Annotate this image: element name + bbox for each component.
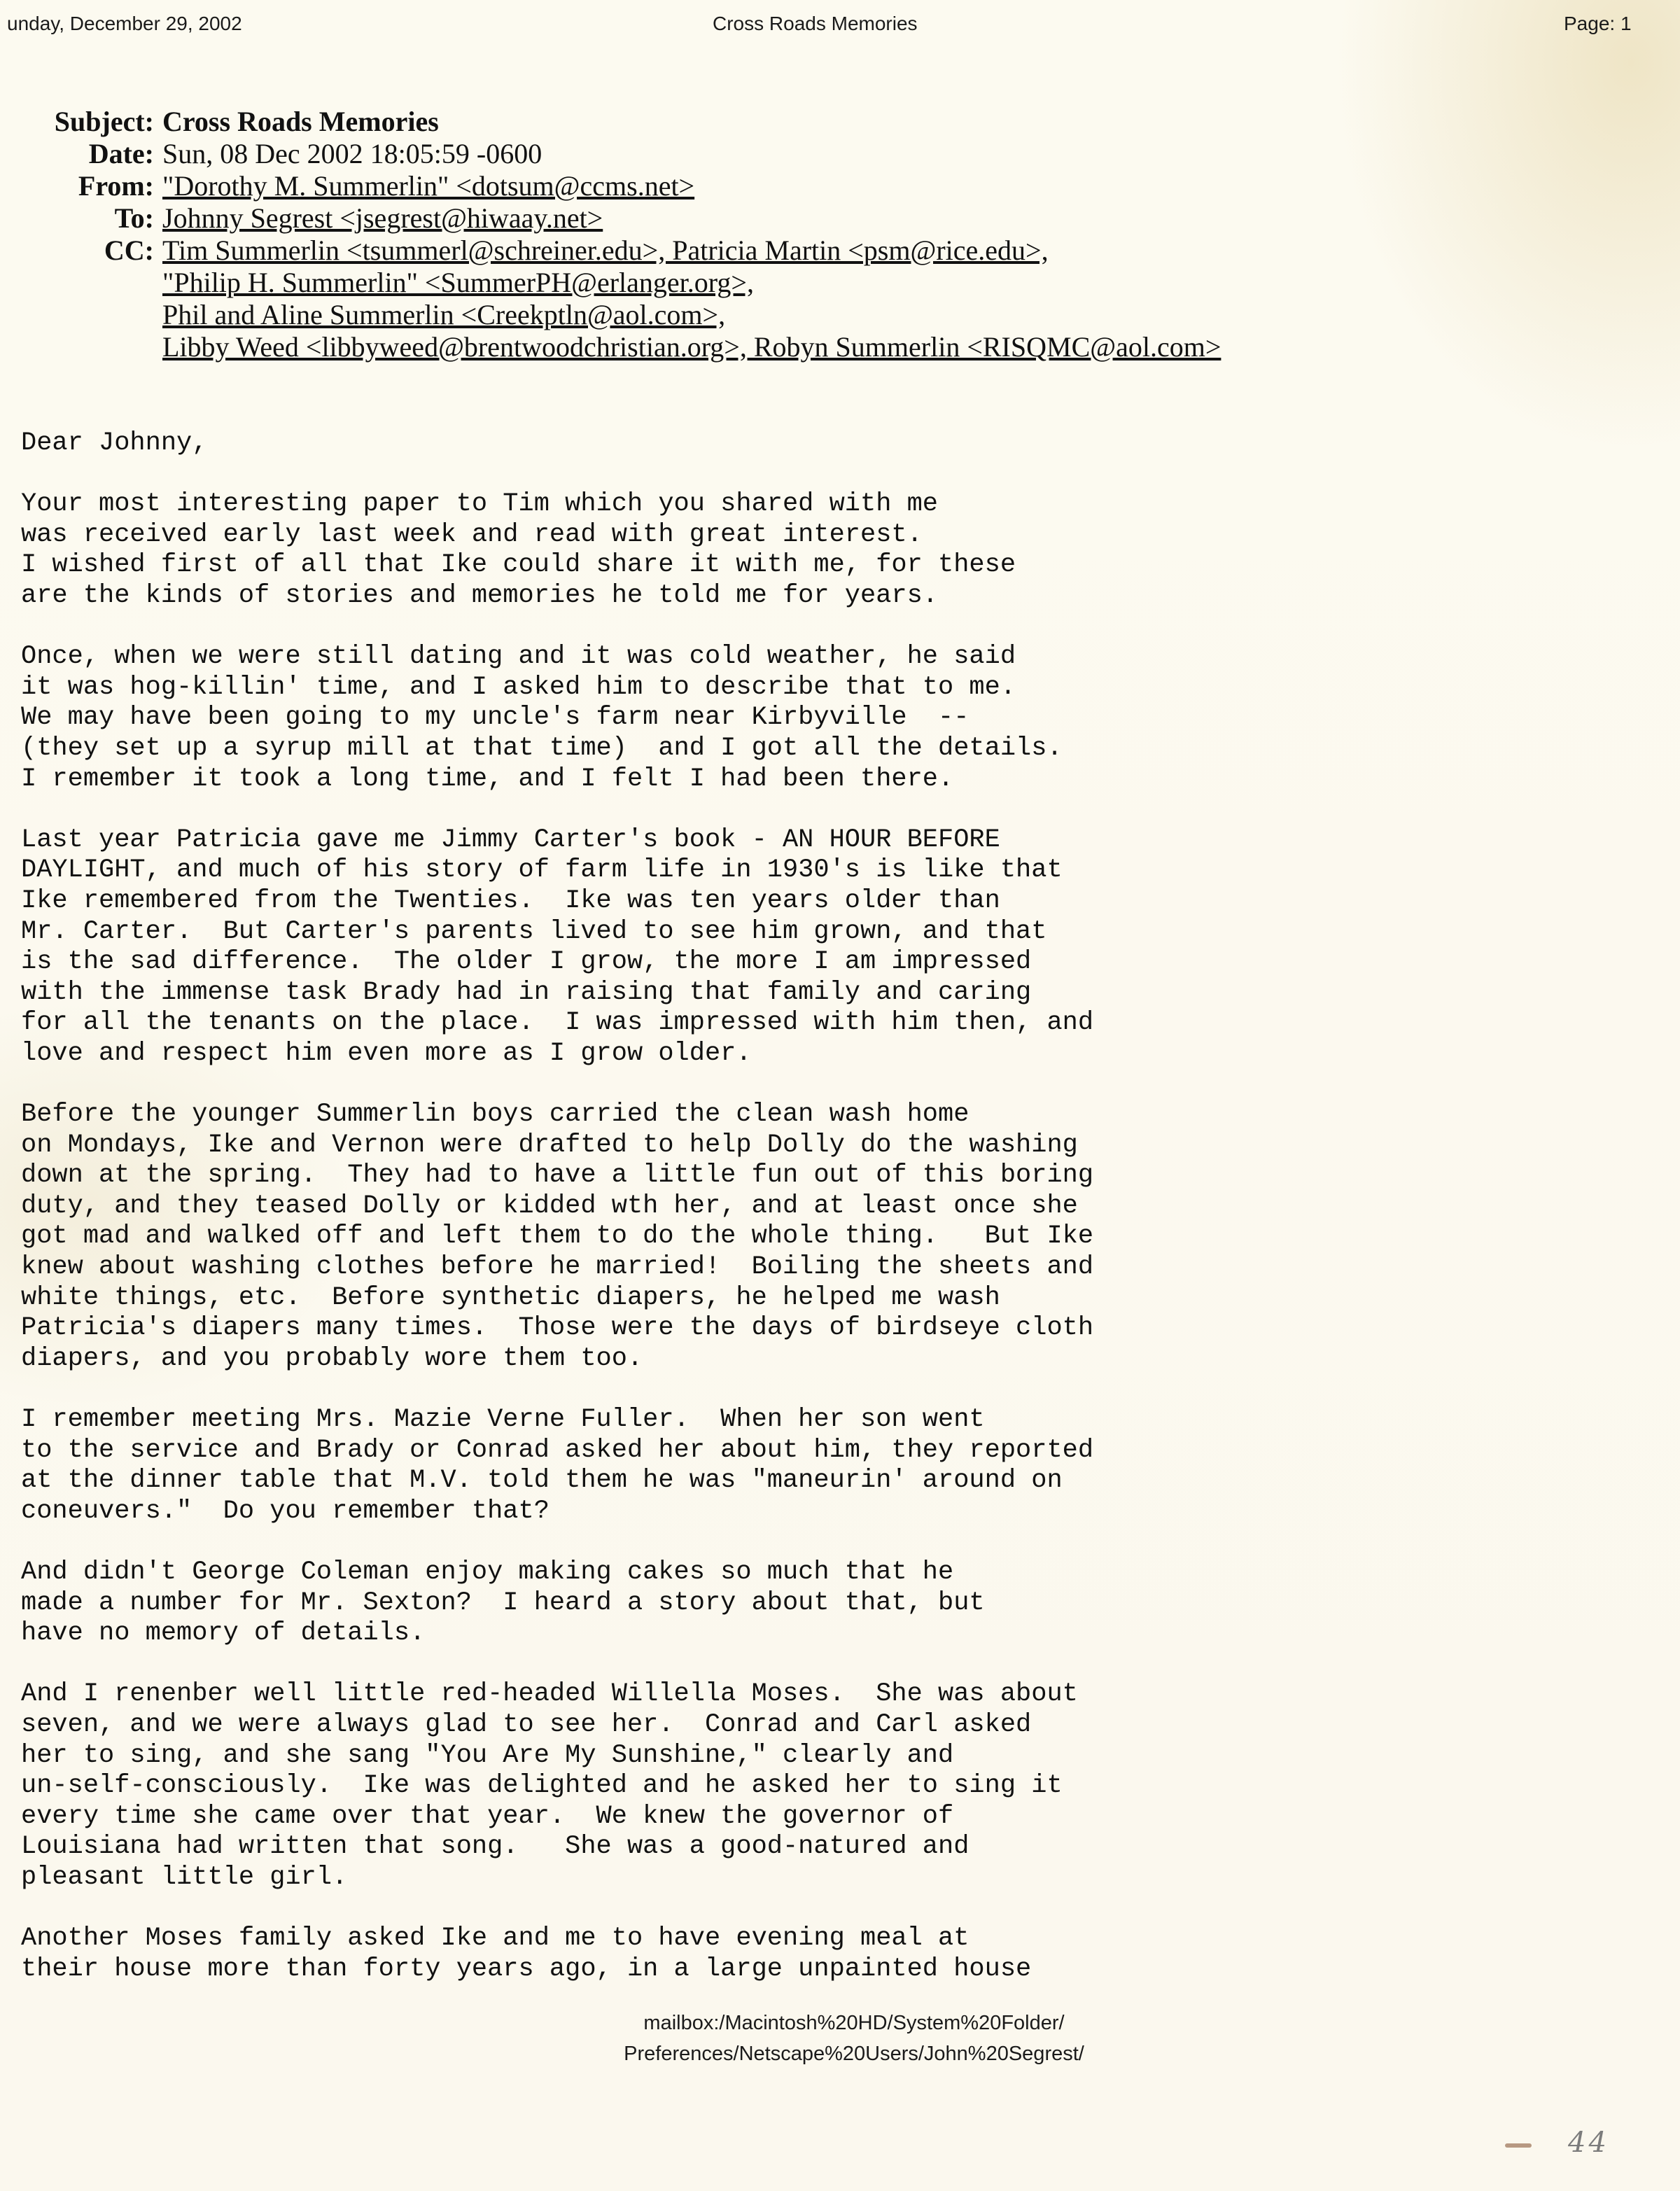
body-line: Your most interesting paper to Tim which you shared with me — [21, 489, 939, 519]
body-line: (they set up a syrup mill at that time) and I got all the details. — [21, 733, 1063, 763]
mailbox-path — [0, 2008, 1680, 2069]
subject-label: Subject: — [54, 106, 154, 137]
body-line: got mad and walked off and left them to do the whole thing. But Ike — [21, 1222, 1094, 1252]
cc-row — [0, 330, 1680, 363]
body-line: to the service and Brady or Conrad asked her about him, they reported — [21, 1435, 1094, 1465]
body-paragraph — [21, 428, 1211, 459]
body-line: it was hog-killin' time, and I asked him to describe that to me. — [21, 672, 1016, 702]
cc-label: CC: — [104, 234, 154, 266]
body-line: her to sing, and she sang "You Are My Sunshine," clearly and — [21, 1740, 954, 1770]
from-label: From: — [78, 170, 154, 202]
body-line: was received early last week and read with great interest. — [21, 519, 923, 550]
subject-row — [0, 105, 1680, 137]
body-line: with the immense task Brady had in raising that family and caring — [21, 977, 1032, 1007]
body-paragraph — [21, 1100, 1211, 1374]
mailbox-path-line: Preferences/Netscape%20Users/John%20Segrest/ — [624, 2043, 1084, 2065]
body-line: Dear Johnny, — [21, 428, 208, 458]
body-line: diapers, and you probably wore them too. — [21, 1343, 643, 1373]
body-paragraph — [21, 1924, 1211, 1984]
email-headers — [0, 105, 1680, 363]
from-row — [0, 169, 1680, 202]
date-label: Date: — [88, 138, 154, 169]
body-line: Louisiana had written that song. She was a good-natured and — [21, 1832, 969, 1862]
body-line: duty, and they teased Dolly or kidded wth her, and at least once she — [21, 1191, 1078, 1221]
body-line: Patricia's diapers many times. Those were the days of birdseye cloth — [21, 1313, 1094, 1343]
body-line: un-self-consciously. Ike was delighted and he asked her to sing it — [21, 1771, 1063, 1801]
body-line: knew about washing clothes before he married! Boiling the sheets and — [21, 1252, 1094, 1282]
body-line: every time she came over that year. We knew the governor of — [21, 1801, 954, 1831]
page-number: Page: 1 — [1564, 13, 1632, 34]
print-title: Cross Roads Memories — [713, 13, 918, 34]
cc-line[interactable]: Tim Summerlin <tsummerl@schreiner.edu>, Patricia Martin <psm@rice.edu>, — [162, 234, 1049, 266]
body-paragraph — [21, 489, 1211, 611]
body-paragraph — [21, 642, 1211, 794]
cc-line[interactable]: Libby Weed <libbyweed@brentwoodchristian.org>, Robyn Summerlin <RISQMC@aol.com> — [162, 331, 1222, 363]
body-paragraph — [21, 1679, 1211, 1893]
body-line: seven, and we were always glad to see her. Conrad and Carl asked — [21, 1709, 1032, 1740]
print-date: unday, December 29, 2002 — [7, 13, 242, 34]
body-line: DAYLIGHT, and much of his story of farm life in 1930's is like that — [21, 855, 1063, 886]
cc-row — [0, 234, 1680, 266]
body-line: are the kinds of stories and memories he told me for years. — [21, 580, 939, 610]
body-line: love and respect him even more as I grow older. — [21, 1038, 752, 1068]
body-line: white things, etc. Before synthetic diapers, he helped me wash — [21, 1282, 1000, 1312]
ink-smudge — [1505, 2143, 1532, 2148]
body-paragraph — [21, 1405, 1211, 1527]
from-value[interactable]: "Dorothy M. Summerlin" <dotsum@ccms.net> — [162, 170, 695, 202]
body-line: at the dinner table that M.V. told them he was "maneurin' around on — [21, 1466, 1063, 1496]
email-body — [21, 428, 1211, 1984]
body-line: pleasant little girl. — [21, 1862, 348, 1892]
cc-row — [0, 298, 1680, 330]
to-label: To: — [114, 202, 154, 234]
body-line: Mr. Carter. But Carter's parents lived to see him grown, and that — [21, 916, 1047, 946]
body-line: Another Moses family asked Ike and me to have evening meal at — [21, 1924, 969, 1954]
body-line: And didn't George Coleman enjoy making cakes so much that he — [21, 1557, 954, 1587]
cc-line[interactable]: Phil and Aline Summerlin <Creekptln@aol.com>, — [162, 299, 726, 330]
body-line: have no memory of details. — [21, 1618, 426, 1648]
body-line: And I renenber well little red-headed Willella Moses. She was about — [21, 1679, 1078, 1709]
body-line: coneuvers." Do you remember that? — [21, 1496, 550, 1526]
body-line: Last year Patricia gave me Jimmy Carter's book - AN HOUR BEFORE — [21, 825, 1000, 855]
cc-line[interactable]: "Philip H. Summerlin" <SummerPH@erlanger.org>, — [162, 267, 754, 298]
subject-value: Cross Roads Memories — [162, 106, 439, 137]
to-value[interactable]: Johnny Segrest <jsegrest@hiwaay.net> — [162, 202, 603, 234]
body-line: I wished first of all that Ike could share it with me, for these — [21, 550, 1016, 580]
body-paragraph — [21, 825, 1211, 1070]
date-row — [0, 137, 1680, 169]
body-line: I remember meeting Mrs. Mazie Verne Fuller. When her son went — [21, 1405, 985, 1434]
cc-row — [0, 266, 1680, 298]
body-paragraph — [21, 1558, 1211, 1649]
body-line: Once, when we were still dating and it was cold weather, he said — [21, 642, 1016, 672]
body-line: made a number for Mr. Sexton? I heard a story about that, but — [21, 1588, 985, 1618]
body-line: We may have been going to my uncle's farm near Kirbyville -- — [21, 703, 969, 733]
body-line: their house more than forty years ago, in a large unpainted house — [21, 1954, 1032, 1984]
date-value: Sun, 08 Dec 2002 18:05:59 -0600 — [162, 138, 542, 169]
body-line: for all the tenants on the place. I was impressed with him then, and — [21, 1008, 1094, 1038]
mailbox-path-line: mailbox:/Macintosh%20HD/System%20Folder/ — [643, 2012, 1065, 2034]
body-line: Ike remembered from the Twenties. Ike was ten years older than — [21, 886, 1000, 916]
body-line: is the sad difference. The older I grow, the more I am impressed — [21, 947, 1032, 977]
body-line: down at the spring. They had to have a little fun out of this boring — [21, 1161, 1094, 1191]
body-line: I remember it took a long time, and I felt I had been there. — [21, 764, 954, 794]
body-line: on Mondays, Ike and Vernon were drafted to help Dolly do the washing — [21, 1130, 1078, 1160]
handwritten-page-mark: 44 — [1568, 2127, 1609, 2159]
to-row — [0, 202, 1680, 234]
body-line: Before the younger Summerlin boys carried the clean wash home — [21, 1100, 969, 1130]
